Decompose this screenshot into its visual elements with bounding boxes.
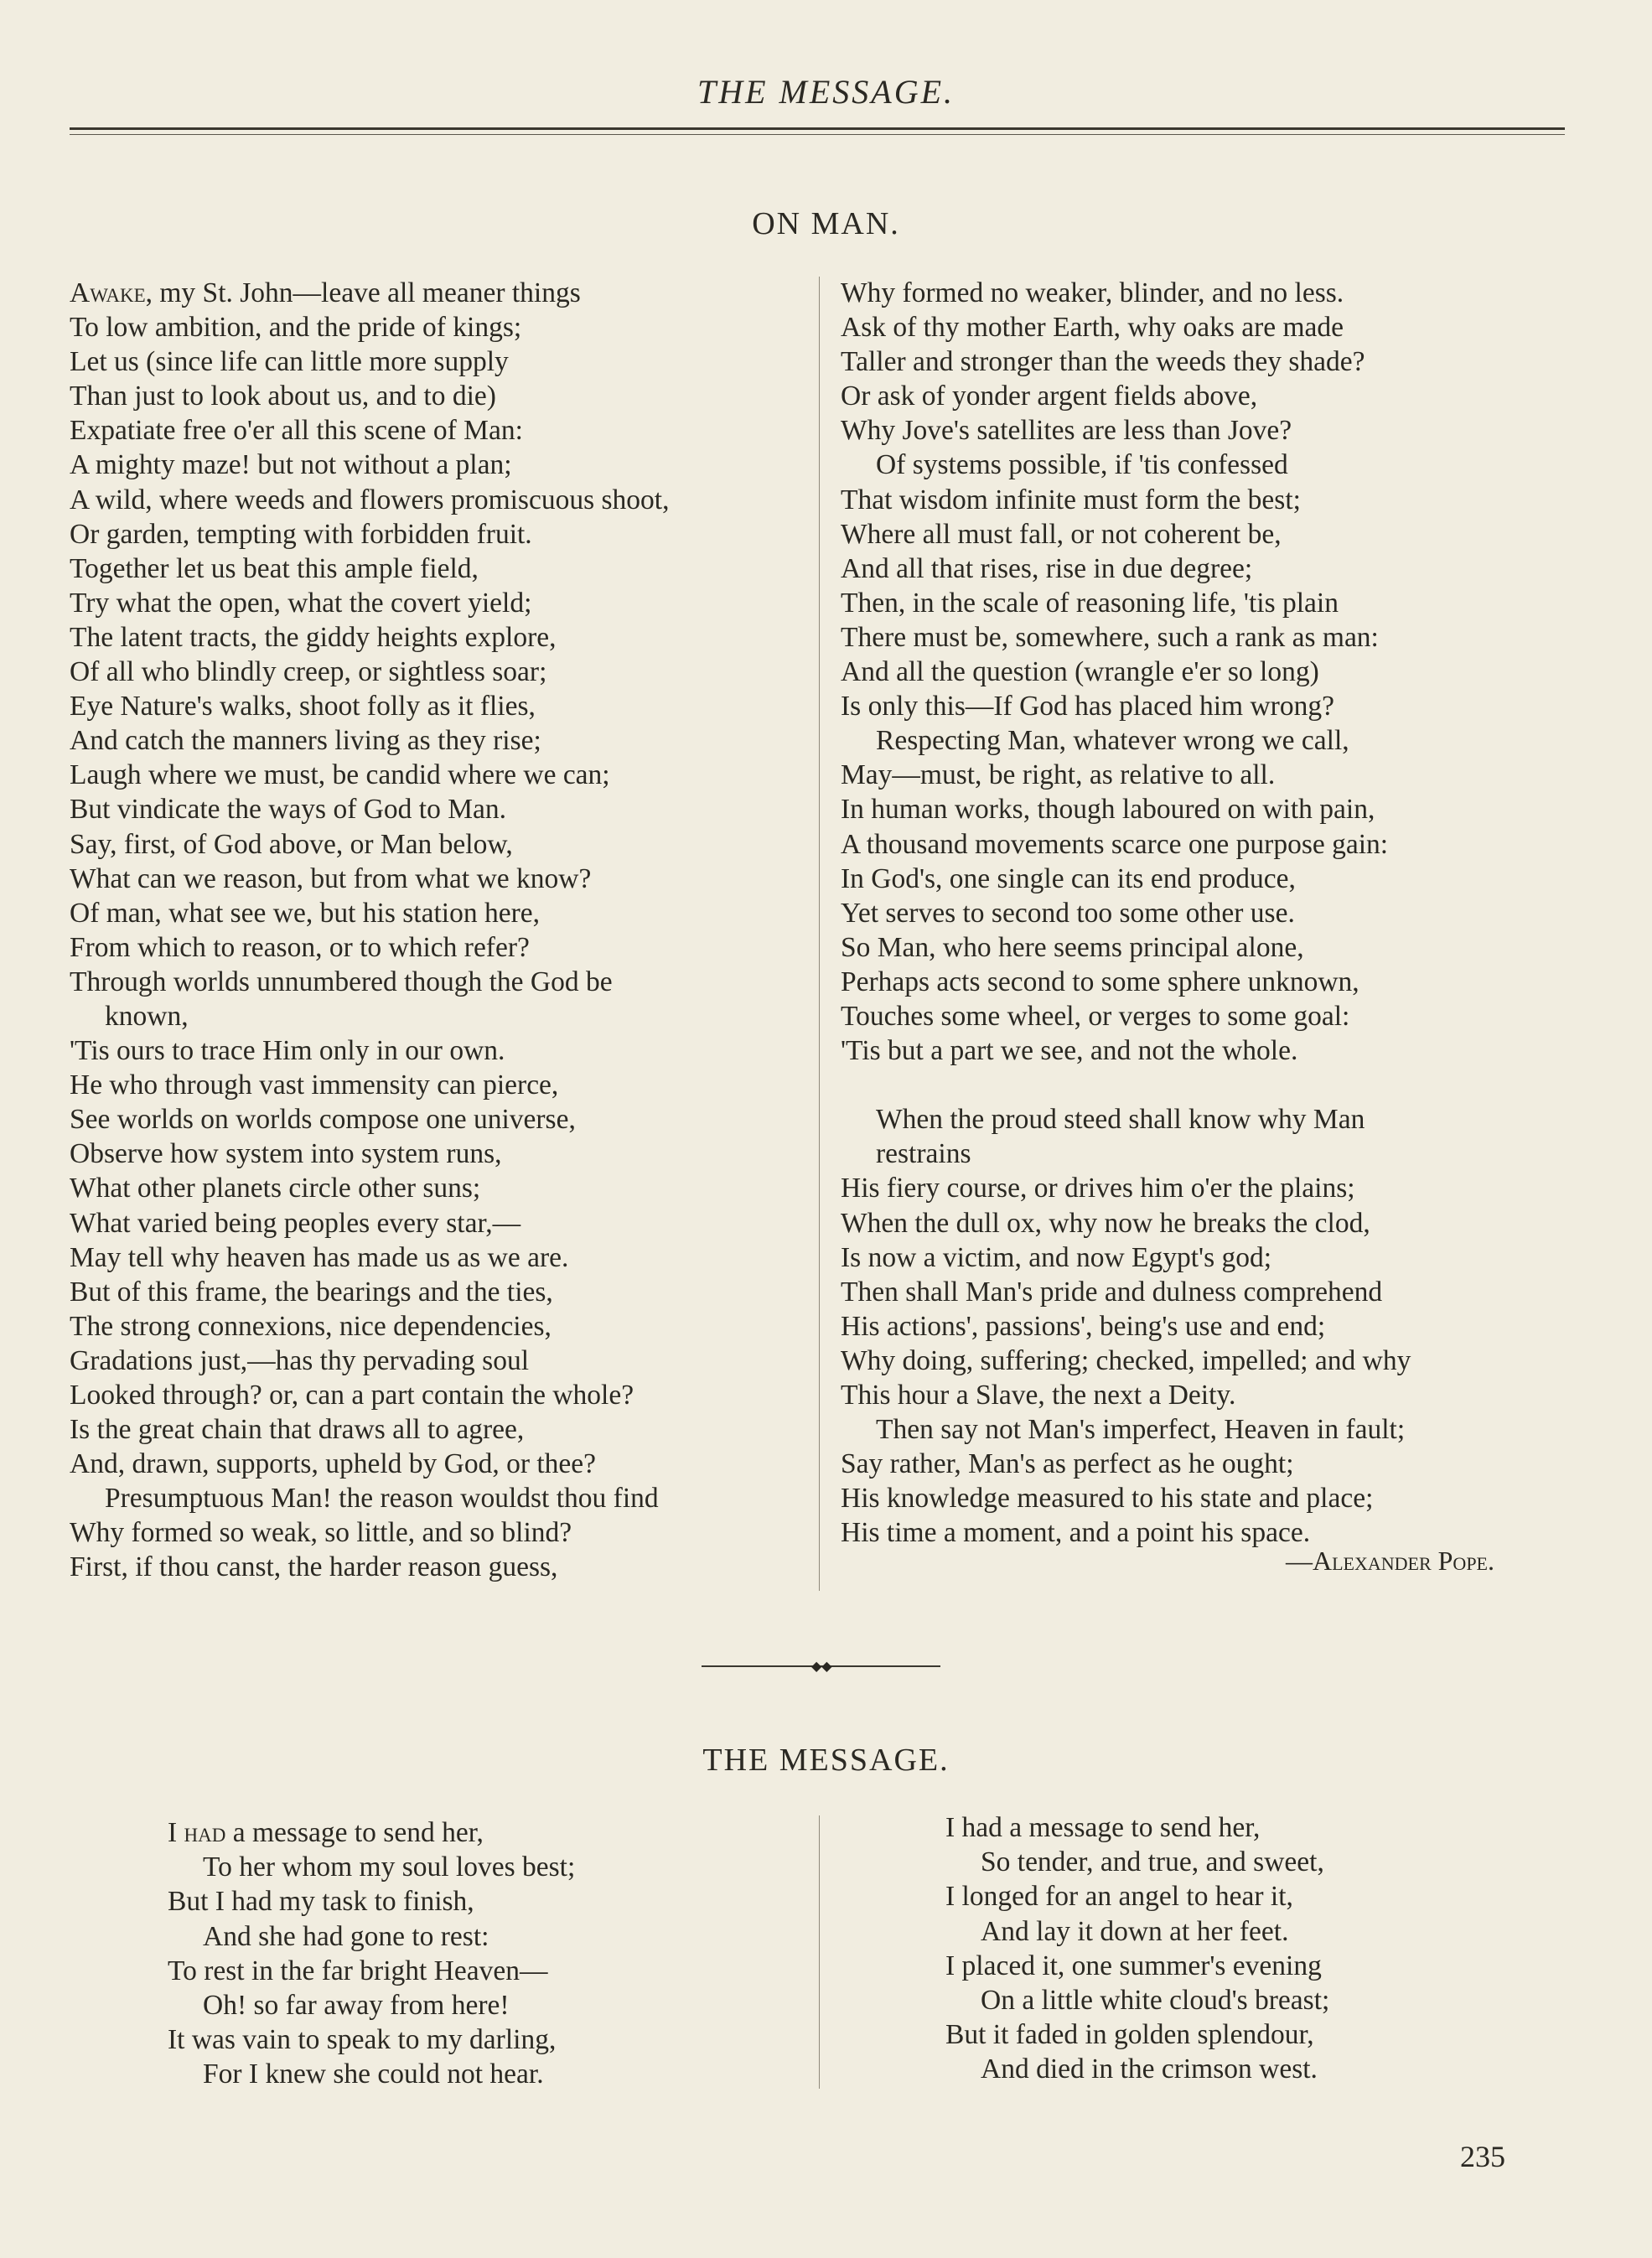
poem-line: But I had my task to finish, [168, 1886, 474, 1918]
poem-line: And died in the crimson west. [981, 2053, 1318, 2085]
poem-line: This hour a Slave, the next a Deity. [841, 1380, 1236, 1411]
poem-line: His time a moment, and a point his space. [841, 1517, 1311, 1549]
poem-line: Taller and stronger than the weeds they shade? [841, 346, 1365, 378]
poem-line: I placed it, one summer's evening [945, 1950, 1322, 1981]
poem-line: Of all who blindly creep, or sightless soar; [70, 656, 547, 688]
poem-line: What varied being peoples every star,— [70, 1207, 521, 1239]
poem-line: Than just to look about us, and to die) [70, 381, 496, 412]
poem-line: For I knew she could not hear. [203, 2059, 544, 2090]
poem-line: And all the question (wrangle e'er so long) [841, 656, 1319, 688]
page-number: 235 [1460, 2140, 1505, 2173]
poem-line: 'Tis ours to trace Him only in our own. [70, 1035, 505, 1067]
poem-line: I longed for an angel to hear it, [945, 1881, 1293, 1913]
poem-line: Presumptuous Man! the reason wouldst thou find [105, 1483, 659, 1515]
poem-line: Laugh where we must, be candid where we can; [70, 759, 610, 791]
poem-line: known, [105, 1000, 189, 1032]
poem-line: Awake, my St. John—leave all meaner things [70, 277, 581, 308]
poem-line: Then, in the scale of reasoning life, 'tis plain [841, 587, 1339, 619]
poem-line: The latent tracts, the giddy heights explore, [70, 621, 557, 653]
poem-line: To rest in the far bright Heaven— [168, 1955, 548, 1986]
poem-on-man-right-column [841, 276, 1411, 1550]
poem-line: Expatiate free o'er all this scene of Man: [70, 415, 523, 447]
poem-line: So Man, who here seems principal alone, [841, 931, 1304, 963]
poem-line: And catch the manners living as they rise; [70, 725, 541, 757]
poem-line: May—must, be right, as relative to all. [841, 759, 1276, 791]
poem-line: Say, first, of God above, or Man below, [70, 828, 513, 860]
poem-line: Perhaps acts second to some sphere unknown, [841, 966, 1359, 997]
poem-line: And, drawn, supports, upheld by God, or thee? [70, 1448, 597, 1480]
poem-line: Where all must fall, or not coherent be, [841, 518, 1282, 550]
poem-line: Yet serves to second too some other use. [841, 897, 1295, 929]
poem-line: From which to reason, or to which refer? [70, 931, 530, 963]
poem-line: May tell why heaven has made us as we are. [70, 1241, 569, 1273]
poem-line: First, if thou canst, the harder reason guess, [70, 1551, 558, 1583]
poem-line: Through worlds unnumbered though the God be [70, 966, 613, 997]
poem-line: Of man, what see we, but his station here, [70, 897, 540, 929]
poem-line: And all that rises, rise in due degree; [841, 552, 1253, 584]
poem-line: His knowledge measured to his state and place; [841, 1483, 1374, 1515]
poem-line: His fiery course, or drives him o'er the plains; [841, 1173, 1355, 1204]
poem-line: A thousand movements scarce one purpose gain: [841, 828, 1389, 860]
poem-line: It was vain to speak to my darling, [168, 2024, 557, 2056]
poem-line: And lay it down at her feet. [981, 1915, 1289, 1947]
poem-line: Or ask of yonder argent fields above, [841, 381, 1258, 412]
poem-line: On a little white cloud's breast; [981, 1984, 1330, 2016]
poem-line: His actions', passions', being's use and end; [841, 1310, 1326, 1342]
poem-line: That wisdom infinite must form the best; [841, 484, 1301, 515]
poem-line: When the proud steed shall know why Man [876, 1104, 1365, 1136]
separator-ornament-icon: ◆◆ [811, 1658, 832, 1674]
poem-line: Then shall Man's pride and dulness comprehend [841, 1276, 1383, 1308]
poem-line: A wild, where weeds and flowers promiscuous shoot, [70, 484, 670, 515]
poem-line [841, 1068, 1411, 1102]
poem-title-on-man: ON MAN. [752, 206, 900, 241]
poem-line: The strong connexions, nice dependencies, [70, 1310, 552, 1342]
poem-line: But of this frame, the bearings and the ties, [70, 1276, 553, 1308]
poem-line: Looked through? or, can a part contain the whole? [70, 1380, 634, 1411]
poem-message-right-stanza [945, 1810, 1329, 2087]
poem-line: He who through vast immensity can pierce, [70, 1069, 559, 1101]
poem-line: Of systems possible, if 'tis confessed [876, 449, 1288, 481]
poem-line: I had a message to send her, [168, 1817, 484, 1848]
poem-line: What other planets circle other suns; [70, 1173, 481, 1204]
running-head: THE MESSAGE. [697, 73, 955, 111]
poem-line: Is the great chain that draws all to agree, [70, 1414, 525, 1446]
poem-line: Is only this—If God has placed him wrong? [841, 691, 1334, 722]
poem-line: When the dull ox, why now he breaks the clod, [841, 1207, 1370, 1239]
poem-line: Why formed so weak, so little, and so blind? [70, 1517, 572, 1549]
column-divider-2 [819, 1815, 820, 2089]
poem-line: Oh! so far away from here! [203, 1989, 510, 2021]
poem-line: restrains [876, 1138, 971, 1170]
attribution [841, 1546, 1494, 1577]
poem-line: So tender, and true, and sweet, [981, 1846, 1324, 1878]
poem-line: To her whom my soul loves best; [203, 1851, 576, 1883]
poem-line: But vindicate the ways of God to Man. [70, 794, 507, 826]
poem-line: To low ambition, and the pride of kings; [70, 312, 522, 344]
poem-line: Ask of thy mother Earth, why oaks are made [841, 312, 1344, 344]
poem-line: Together let us beat this ample field, [70, 552, 479, 584]
header-rule [70, 127, 1565, 130]
poem-message-left-stanza [168, 1815, 575, 2092]
poem-line: Is now a victim, and now Egypt's god; [841, 1241, 1272, 1273]
poem-line: Why formed no weaker, blinder, and no less. [841, 277, 1344, 308]
poem-on-man-left-column [70, 276, 669, 1585]
poem-line: 'Tis but a part we see, and not the whole. [841, 1035, 1298, 1067]
poem-line: Respecting Man, whatever wrong we call, [876, 725, 1349, 757]
poem-title-the-message: THE MESSAGE. [702, 1743, 950, 1778]
poem-line: Let us (since life can little more supply [70, 346, 509, 378]
poem-line: What can we reason, but from what we know? [70, 862, 592, 894]
poem-line: Observe how system into system runs, [70, 1138, 502, 1170]
poem-line: But it faded in golden splendour, [945, 2019, 1314, 2051]
poem-line: Try what the open, what the covert yield; [70, 587, 532, 619]
poem-line: Touches some wheel, or verges to some goal: [841, 1000, 1350, 1032]
header-rule-thin [70, 134, 1565, 135]
poem-line: Say rather, Man's as perfect as he ought; [841, 1448, 1294, 1480]
attribution-text: —Alexander Pope. [1285, 1546, 1494, 1576]
poem-line: Why Jove's satellites are less than Jove? [841, 415, 1292, 447]
poem-line: And she had gone to rest: [203, 1920, 489, 1952]
small-caps-word: had [184, 1817, 226, 1848]
column-divider [819, 277, 820, 1591]
poem-line: Why doing, suffering; checked, impelled; and why [841, 1344, 1411, 1376]
poem-line: In human works, though laboured on with pain, [841, 794, 1375, 826]
poem-line: There must be, somewhere, such a rank as man: [841, 621, 1379, 653]
poem-line: Or garden, tempting with forbidden fruit. [70, 518, 532, 550]
small-caps-word: Awake, [70, 277, 153, 308]
poem-line: I had a message to send her, [945, 1812, 1261, 1843]
poem-line: Gradations just,—has thy pervading soul [70, 1344, 530, 1376]
poem-line: Then say not Man's imperfect, Heaven in fault; [876, 1414, 1406, 1446]
poem-line: In God's, one single can its end produce, [841, 862, 1296, 894]
poem-line: Eye Nature's walks, shoot folly as it flies, [70, 691, 536, 722]
poem-line: See worlds on worlds compose one universe, [70, 1104, 576, 1136]
poem-line: A mighty maze! but not without a plan; [70, 449, 512, 481]
